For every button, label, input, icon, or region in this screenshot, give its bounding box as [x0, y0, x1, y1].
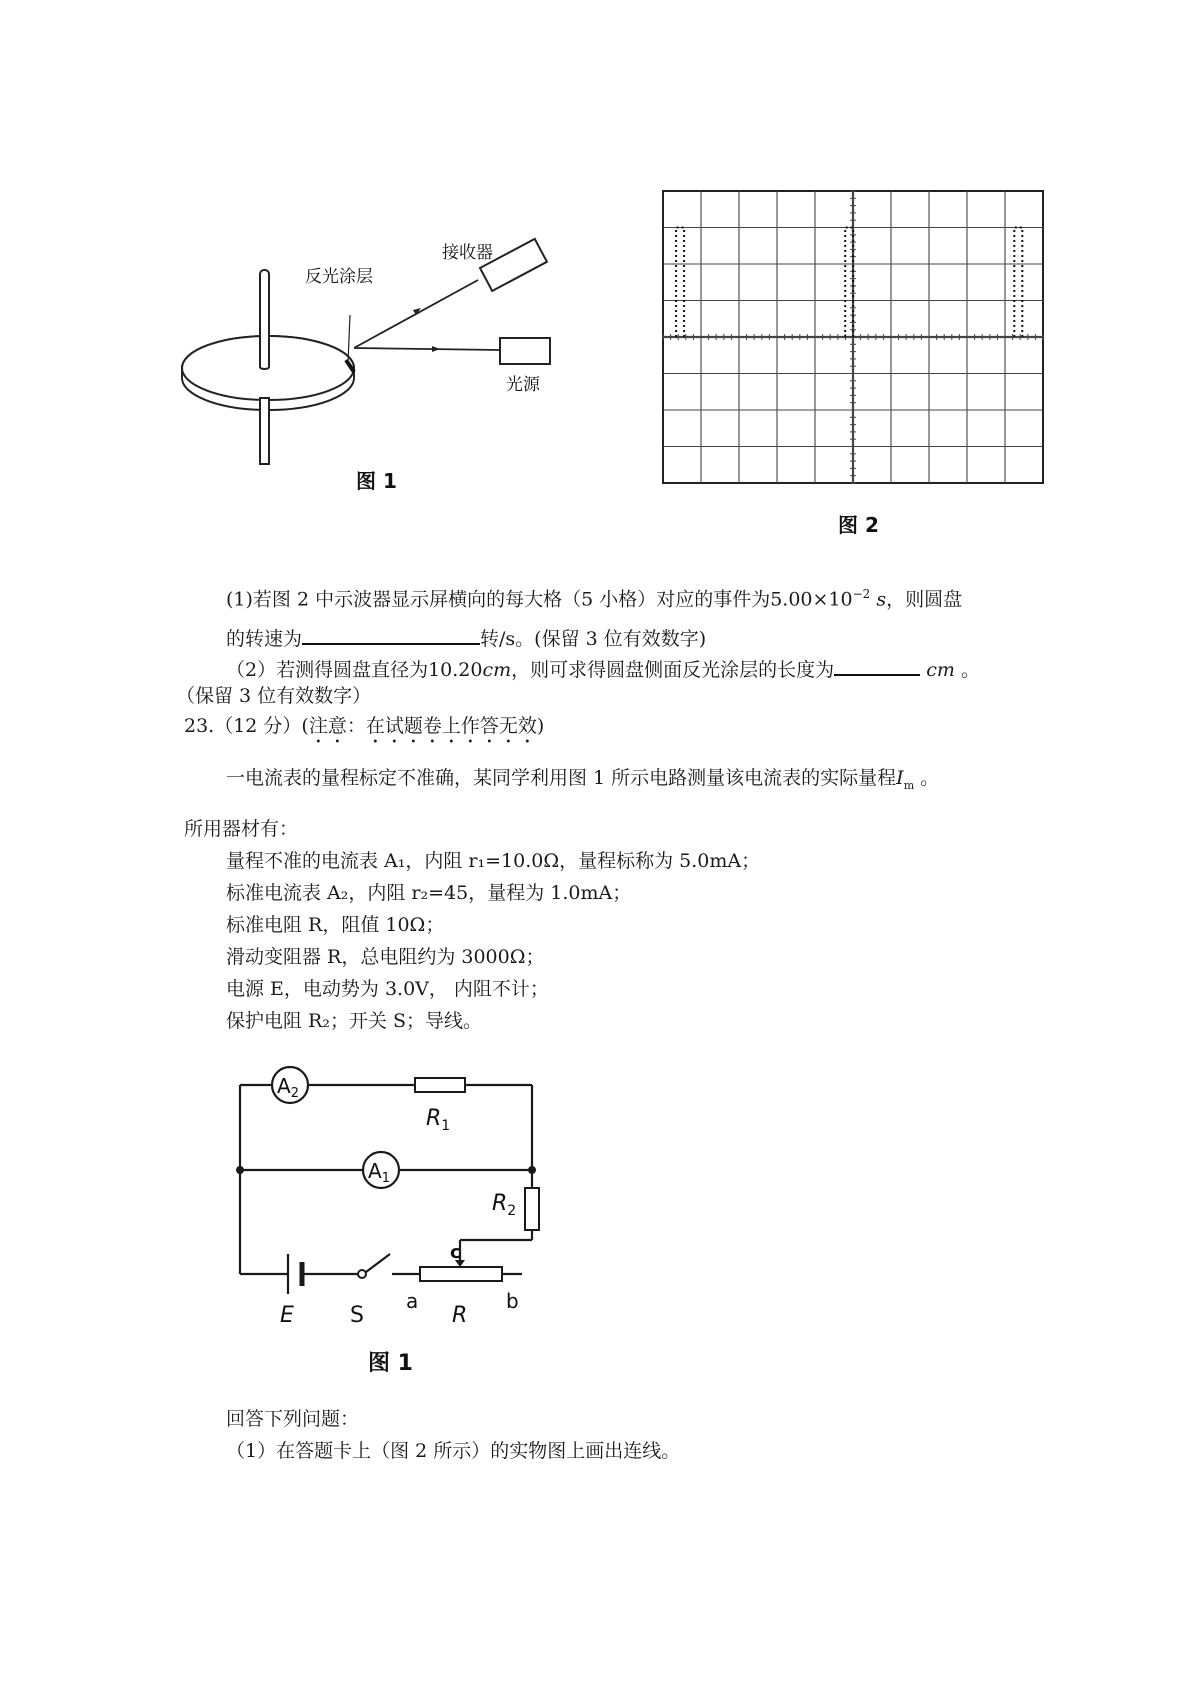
q22-part2-unit2: cm	[926, 659, 955, 681]
rheostat-r	[420, 1267, 502, 1281]
q22-part1-suffix: ，则圆盘	[886, 588, 963, 611]
battery-e	[288, 1254, 302, 1294]
q23-header-note: 注意：在试题卷上作答无效	[308, 715, 537, 737]
q22-part2	[226, 656, 980, 683]
axle-bottom	[260, 398, 269, 464]
q22-part1-prefix: (1)若图 2 中示波器显示屏横向的每大格（5 小格）对应的事件为	[226, 588, 771, 611]
label-r: R	[452, 1303, 468, 1328]
resistor-r2	[525, 1188, 539, 1230]
circuit-caption: 图 1	[368, 1351, 413, 1376]
answer-part-1: （1）在答题卡上（图 2 所示）的实物图上画出连线。	[226, 1440, 681, 1462]
q22-part1	[226, 581, 962, 612]
q23-intro-end: 。	[920, 767, 940, 789]
answer-blank-coating-length[interactable]	[834, 656, 920, 676]
q22-part2-unit: cm	[482, 659, 512, 681]
q23-material-6: 保护电阻 R₂；开关 S；导线。	[226, 1010, 483, 1032]
q22-part2-end: 。	[960, 659, 980, 681]
label-b: b	[506, 1289, 519, 1313]
figure-1-disk-setup	[170, 220, 610, 540]
q23-materials-title: 所用器材有：	[184, 818, 299, 840]
q22-part1-unit: s	[876, 588, 887, 611]
q22-part2-prefix: （2）若测得圆盘直径为	[226, 659, 429, 681]
figure-1-caption: 图 1	[356, 469, 397, 493]
q23-material-4: 滑动变阻器 R，总电阻约为 3000Ω；	[226, 946, 545, 968]
label-source: 光源	[506, 375, 540, 395]
disk	[182, 280, 354, 410]
q23-intro-text: 一电流表的量程标定不准确，某同学利用图 1 所示电路测量该电流表的实际量程	[226, 767, 897, 789]
q23-intro	[226, 765, 939, 799]
q22-part1-exp: −2	[852, 587, 871, 601]
label-r2: $R_2$	[492, 1191, 517, 1219]
circuit-diagram	[220, 1060, 550, 1380]
label-r1: $R_1$	[426, 1106, 451, 1134]
switch-s	[358, 1254, 390, 1278]
label-receiver: 接收器	[442, 243, 493, 263]
q23-material-1: 量程不准的电流表 A₁，内阻 r₁=10.0Ω，量程标称为 5.0mA；	[226, 850, 761, 872]
q23-intro-sub: m	[903, 778, 915, 792]
q22-part1-line2-prefix: 的转速为	[226, 628, 303, 650]
q22-part2-line2-text: （保留 3 位有效数字）	[176, 685, 372, 707]
label-coating: 反光涂层	[305, 267, 373, 287]
label-s: S	[350, 1303, 364, 1328]
q23-header	[184, 713, 544, 748]
incident-ray	[354, 348, 500, 350]
answer-title: 回答下列问题：	[226, 1408, 360, 1430]
figure-2-oscilloscope-screen	[660, 188, 1050, 548]
answer-blank-rotation-speed[interactable]	[302, 625, 480, 645]
oscilloscope-grid	[663, 191, 1043, 483]
q22-part1-line2-suffix: 转/s。(保留 3 位有效数字)	[480, 628, 707, 650]
q22-part2-mid: ，则可求得圆盘侧面反光涂层的长度为	[511, 659, 835, 681]
light-source	[500, 338, 550, 364]
q23-material-3: 标准电阻 R，阻值 10Ω；	[226, 914, 445, 936]
label-a: a	[406, 1289, 419, 1313]
q22-part2-value: 10.20	[428, 659, 483, 681]
junction-right	[528, 1166, 536, 1174]
resistor-r1	[415, 1078, 465, 1092]
q22-part1-line2	[226, 625, 706, 652]
q23-header-prefix: 23.（12 分）(	[184, 715, 309, 737]
q22-part1-value: 5.00×10	[770, 588, 853, 611]
q23-material-2: 标准电流表 A₂，内阻 r₂=45，量程为 1.0mA；	[226, 882, 632, 904]
q23-header-suffix: )	[536, 715, 545, 737]
q23-material-5: 电源 E，电动势为 3.0V， 内阻不计；	[226, 978, 549, 1000]
label-c: c	[450, 1242, 461, 1263]
q23-intro-symbol: I	[896, 767, 904, 789]
figure-2-caption: 图 2	[838, 513, 879, 537]
label-e: E	[280, 1303, 294, 1328]
ammeter-a1	[363, 1152, 399, 1188]
svg-text:A2: $A_2$	[277, 1074, 299, 1101]
q22-part2-line2	[176, 683, 371, 709]
svg-text:A1: $A_1$	[368, 1159, 390, 1186]
ammeter-a2	[272, 1067, 308, 1103]
junction-left	[236, 1166, 244, 1174]
